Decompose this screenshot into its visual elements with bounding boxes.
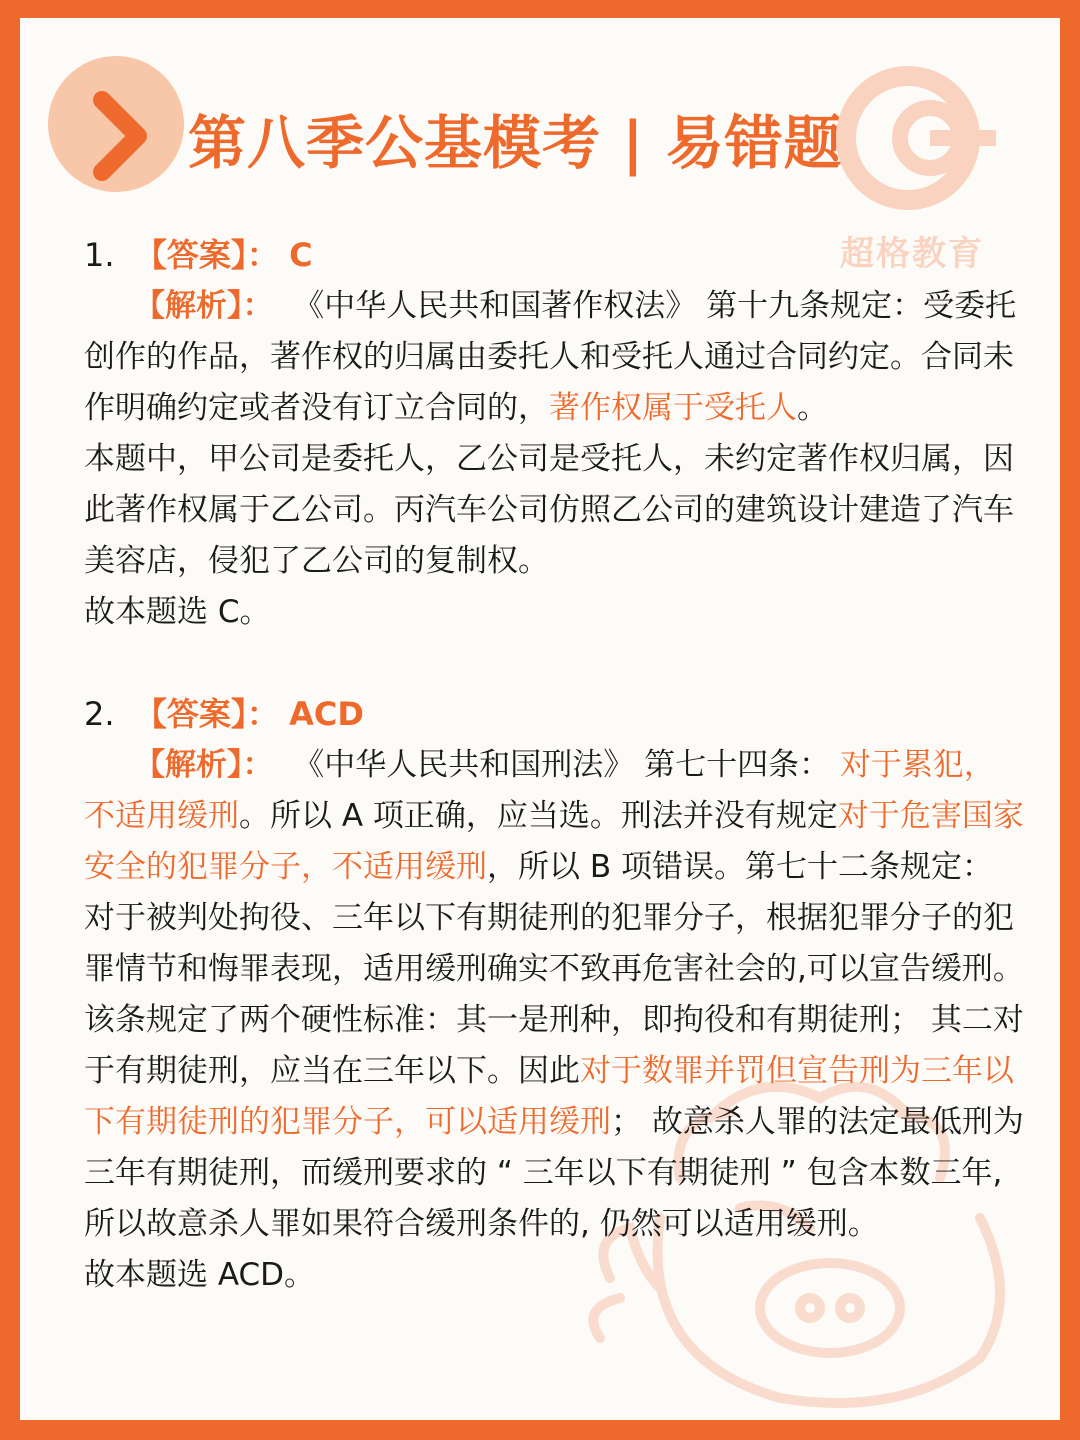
question-1 [84,230,1024,638]
document-card [20,18,1060,1420]
content-area [84,230,1024,1352]
analysis-paragraph [84,281,1024,434]
analysis-text-end: 。 [797,390,828,426]
chevron-right-icon [90,90,152,182]
answer-label: 【答案】： [134,236,279,274]
cg-logo-icon [830,60,1000,220]
analysis-text: 。所以 A 项正确，应当选。刑法并没有规定 [239,798,838,834]
question-2 [84,689,1024,1301]
highlight-text: 对于危害国家安全的犯罪分子，不适用缓刑 [84,798,1024,885]
analysis-label: 【解析】： [134,288,274,324]
answer-line [84,230,1024,281]
highlight-text: 著作权属于受托人 [549,390,797,426]
conclusion: 故本题选 ACD。 [84,1257,316,1293]
conclusion: 故本题选 C。 [84,594,271,630]
answer-label: 【答案】： [134,695,279,733]
analysis-text: 《中华人民共和国刑法》 第七十四条： [293,747,840,783]
highlight-text: 对于数罪并罚但宣告刑为三年以下有期徒刑的犯罪分子，可以适用缓刑 [84,1053,1014,1140]
question-number: 2. [84,695,115,733]
analysis-label: 【解析】： [134,747,274,783]
analysis-text: ，所以 B 项错误。第七十二条规定： 对于被判处拘役、三年以下有期徒刑的犯罪分子，根据犯罪分子的犯罪情节和悔罪表现，适用缓刑确实不致再危害社会的,可以宣告缓刑。该条规定了两个硬性标准：其一是刑种，即拘役和有期徒刑； 其二对于有期徒刑，应当在三年以下。因此 [84,849,1024,1089]
analysis-text: 《中华人民共和国著作权法》 第十九条规定：受委托创作的作品，著作权的归属由委托人和受托人通过合同约定。合同未作明确约定或者没有订立合同的， [84,288,1017,426]
page-title: 第八季公基模考 | 易错题 [188,109,843,177]
answer-value: C [289,236,313,274]
explanation-paragraph: 本题中，甲公司是委托人，乙公司是受托人，未约定著作权归属，因此著作权属于乙公司。丙汽车公司仿照乙公司的建筑设计建造了汽车美容店，侵犯了乙公司的复制权。 [84,441,1014,579]
highlight-text: 对于累犯，不适用缓刑 [84,747,995,834]
analysis-paragraph [84,740,1024,1250]
question-number: 1. [84,236,115,274]
analysis-text: ； 故意杀人罪的法定最低刑为三年有期徒刑，而缓刑要求的 “ 三年以下有期徒刑 ” 包含本数三年, 所以故意杀人罪如果符合缓刑条件的, 仍然可以适用缓刑。 [84,1104,1024,1242]
brand-logo-text: 超格教育 [840,234,984,274]
answer-line [84,689,1024,740]
answer-value: ACD [289,695,364,733]
